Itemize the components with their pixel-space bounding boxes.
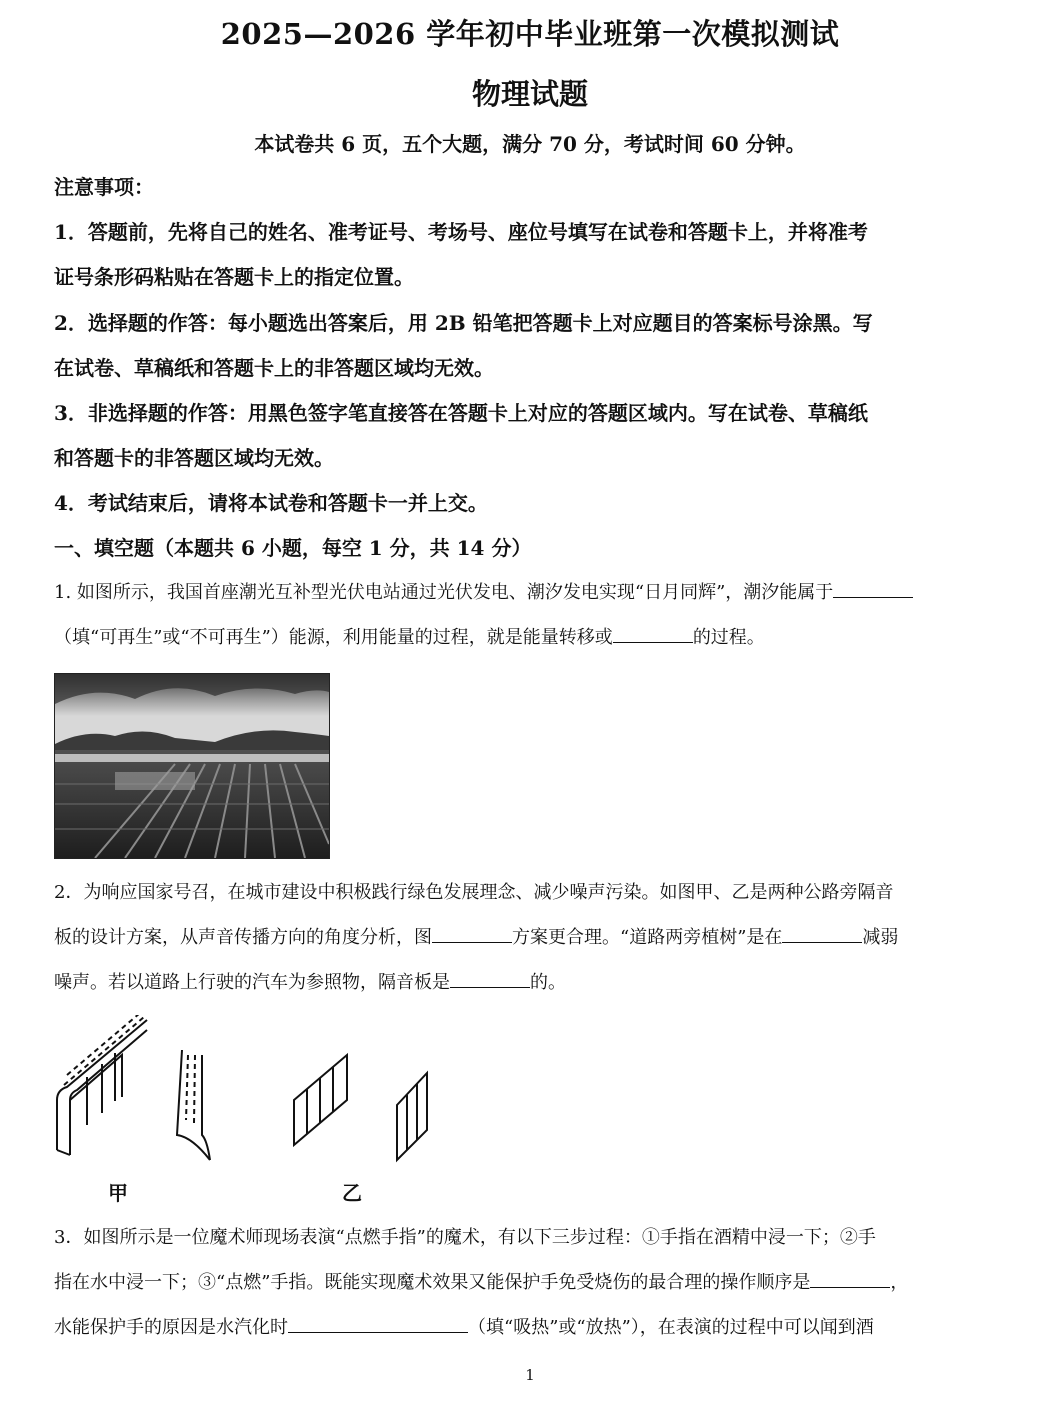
q3-line-1: 3．如图所示是一位魔术师现场表演“点燃手指”的魔术，有以下三步过程：①手指在酒精中浸一下；②手: [54, 1227, 876, 1248]
q3-text-2b: ，: [890, 1272, 909, 1293]
q1-text-1: 1. 如图所示，我国首座潮光互补型光伏电站通过光伏发电、潮汐发电实现“日月同辉”，潮汐能属于: [54, 582, 834, 603]
answer-blank[interactable]: [450, 967, 530, 988]
q3-line-3: [54, 1305, 994, 1351]
answer-blank[interactable]: [432, 922, 512, 943]
note-line-3: 2．选择题的作答：每小题选出答案后，用 2B 铅笔把答题卡上对应题目的答案标号涂黑。写: [54, 311, 873, 335]
q2-line-2: [54, 915, 994, 961]
q3-text-2a: 指在水中浸一下；③“点燃”手指。既能实现魔术效果又能保护手免受烧伤的最合理的操作顺序是: [54, 1272, 811, 1293]
barrier-jia-right: [177, 1050, 210, 1160]
answer-blank[interactable]: [810, 1267, 890, 1288]
q3-text-3b: （填“吸热”或“放热”），在表演的过程中可以闻到酒: [468, 1317, 874, 1338]
answer-blank[interactable]: [613, 622, 693, 643]
q2-text-3a: 噪声。若以道路上行驶的汽车为参照物，隔音板是: [54, 972, 450, 993]
barrier-diagram: [52, 1015, 452, 1175]
subject-title: 物理试题: [471, 77, 588, 111]
answer-blank[interactable]: [288, 1312, 468, 1333]
exam-info: 本试卷共 6 页，五个大题，满分 70 分，考试时间 60 分钟。: [254, 132, 806, 156]
notes-heading: 注意事项：: [54, 175, 154, 199]
barrier-jia-left: [57, 1015, 147, 1155]
barrier-yi-left: [294, 1055, 347, 1145]
page-number: 1: [525, 1366, 535, 1384]
barrier-yi-right: [397, 1073, 427, 1160]
q3-line-2: [54, 1260, 994, 1306]
note-line-2: 证号条形码粘贴在答题卡上的指定位置。: [54, 265, 414, 289]
exam-title: 2025—2026 学年初中毕业班第一次模拟测试: [220, 17, 840, 51]
q2-line-1: 2．为响应国家号召，在城市建设中积极践行绿色发展理念、减少噪声污染。如图甲、乙是两种公路旁隔音: [54, 882, 894, 903]
q1-text-2b: 的过程。: [692, 627, 765, 648]
tidal-pv-station-photo: [54, 673, 330, 859]
q1-text-2a: （填“可再生”或“不可再生”）能源，利用能量的过程，就是能量转移或: [54, 627, 613, 648]
note-line-5: 3．非选择题的作答：用黑色签字笔直接答在答题卡上对应的答题区域内。写在试卷、草稿纸: [54, 401, 868, 425]
q3-text-3a: 水能保护手的原因是水汽化时: [54, 1317, 288, 1338]
note-line-4: 在试卷、草稿纸和答题卡上的非答题区域均无效。: [54, 356, 494, 380]
q2-line-3: [54, 960, 994, 1006]
answer-blank[interactable]: [833, 577, 913, 598]
figure-label-yi: 乙: [342, 1181, 362, 1205]
q2-text-3b: 的。: [530, 972, 566, 993]
note-line-6: 和答题卡的非答题区域均无效。: [54, 446, 334, 470]
note-line-7: 4．考试结束后，请将本试卷和答题卡一并上交。: [54, 491, 488, 515]
q2-text-2a: 板的设计方案，从声音传播方向的角度分析，图: [54, 927, 432, 948]
figure-label-jia: 甲: [108, 1181, 128, 1205]
section-heading: 一、填空题（本题共 6 小题，每空 1 分，共 14 分）: [54, 536, 532, 560]
note-line-1: 1．答题前，先将自己的姓名、准考证号、考场号、座位号填写在试卷和答题卡上，并将准考: [54, 220, 868, 244]
q2-text-2b: 方案更合理。“道路两旁植树”是在: [512, 927, 783, 948]
sound-barrier-figure: [52, 1015, 452, 1205]
q2-text-2c: 减弱: [862, 927, 899, 948]
q1-line-1: [54, 570, 994, 616]
q1-line-2: [54, 615, 994, 661]
answer-blank[interactable]: [782, 922, 862, 943]
